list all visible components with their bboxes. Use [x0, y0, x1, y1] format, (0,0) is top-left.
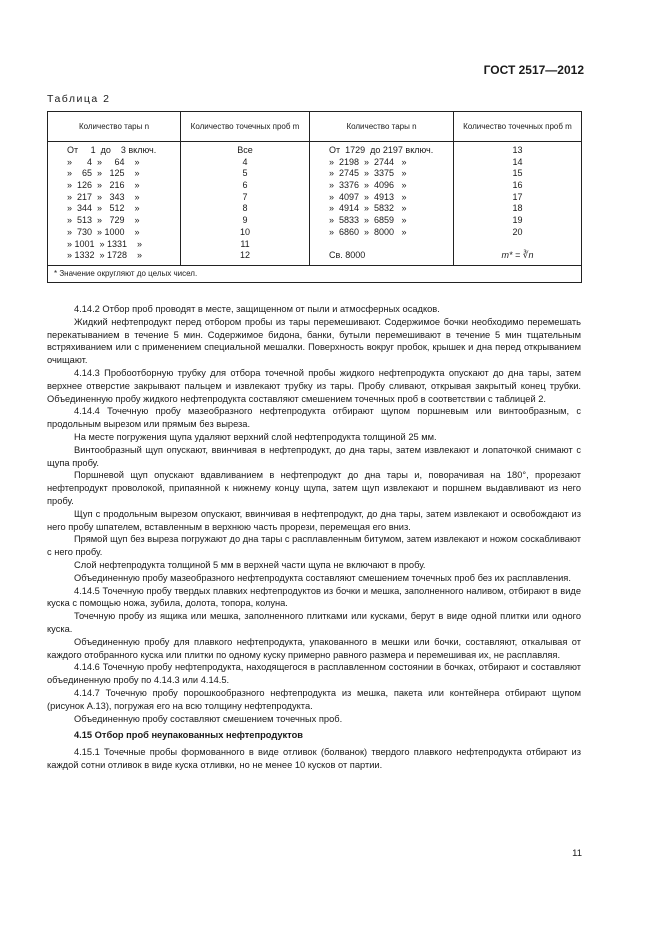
table-cell: » 4914 » 5832 »	[329, 203, 407, 214]
table-cell: Все	[237, 145, 253, 155]
column-container-ranges-2	[310, 142, 454, 266]
table-cell: » 1001 » 1331 »	[67, 238, 143, 249]
table-cell: 9	[242, 215, 248, 226]
table-cell: 15	[512, 168, 523, 179]
paragraph: 4.14.3 Пробоотборную трубку для отбора точечной пробы жидкого нефтепродукта опускают до дна тары, затем верхнее отверстие закрывают пальцем и извлекают трубку из тары. Пробу сливают, открывая закрытый конец трубки. Объединенную пробу жидкого нефтепродукта составляют смешением точечных проб в соответствии с таблицей 2.	[47, 367, 581, 404]
table-cell: 19	[512, 215, 523, 226]
table-cell: 20	[512, 226, 523, 237]
formula-cell: m* = ∛n	[501, 250, 534, 261]
paragraph: На месте погружения щупа удаляют верхний слой нефтепродукта толщиной 25 мм.	[74, 431, 437, 442]
table-cell: 12	[239, 250, 250, 261]
paragraph: 4.14.6 Точечную пробу нефтепродукта, находящегося в расплавленном состоянии в бочках, отбирают и составляют объединенную пробу по 4.14.3 или 4.14.5.	[47, 662, 581, 686]
table-cell: » 217 » 343 »	[67, 191, 140, 202]
standard-designation: ГОСТ 2517—2012	[483, 63, 584, 77]
header-container-count-2: Количество тары n	[310, 112, 454, 142]
column-container-ranges-1	[48, 142, 181, 266]
paragraph: 4.14.2 Отбор проб проводят в месте, защищенном от пыли и атмосферных осадков.	[74, 304, 440, 314]
table-cell: » 6860 » 8000 »	[329, 226, 407, 237]
paragraph: Объединенную пробу для плавкого нефтепродукта, упакованного в мешки или бочки, составляют, откалывая от каждого отобранного куска или плитки по одному куску примерно равного размера и перемешивая их, не расплавляя.	[47, 636, 581, 660]
paragraph: 4.14.4 Точечную пробу мазеобразного нефтепродукта отбирают щупом поршневым или винтообразным, с продольным вырезом или прямым без выреза.	[47, 406, 581, 430]
body-text	[47, 303, 581, 772]
paragraph: 4.14.5 Точечную пробу твердых плавких нефтепродуктов из бочки и мешка, заполненного наливом, отбирают в виде куска с помощью ножа, зубила, долота, топора, колуна.	[47, 585, 581, 609]
column-sample-counts-2	[454, 142, 582, 266]
table-caption: Таблица 2	[47, 93, 111, 105]
header-sample-count: Количество точечных проб m	[181, 112, 310, 142]
paragraph: Объединенную пробу мазеобразного нефтепродукта составляют смешением точечных проб без их расплавления.	[74, 572, 571, 583]
table-cell: 4	[242, 156, 248, 167]
paragraph: Щуп с продольным вырезом опускают, ввинчивая в нефтепродукт, до дна тары, затем извлекают и освобождают из него пробу шпателем, вставленным в верхнюю часть прорези, перемещая его вниз.	[47, 508, 581, 532]
table-footnote: * Значение округляют до целых чисел.	[48, 265, 582, 282]
paragraph: Точечную пробу из ящика или мешка, заполненного плитками или кусками, берут в виде одной плитки или одного куска.	[47, 611, 581, 634]
table-cell: » 3376 » 4096 »	[329, 180, 407, 191]
table-cell	[454, 239, 581, 251]
header-container-count: Количество тары n	[48, 112, 181, 142]
table-cell: » 4 » 64 »	[67, 156, 140, 167]
table-cell: От 1729 до 2197 включ.	[329, 145, 434, 155]
paragraph: Объединенную пробу составляют смешением точечных проб.	[74, 713, 343, 724]
table-cell: 5	[242, 168, 248, 179]
paragraph: Винтообразный щуп опускают, ввинчивая в нефтепродукт, до дна тары, затем извлекают и лопаточкой снимают с щупа пробу.	[47, 444, 581, 468]
sampling-table	[47, 111, 582, 283]
table-cell: 16	[512, 180, 523, 191]
table-cell	[310, 239, 453, 251]
table-cell: » 513 » 729 »	[67, 215, 140, 226]
table-cell: 14	[512, 156, 523, 167]
table-cell: 6	[242, 180, 248, 191]
table-cell: 17	[512, 191, 523, 202]
table-cell: » 730 » 1000 »	[67, 226, 140, 237]
table-cell: 7	[242, 191, 248, 202]
paragraph: Жидкий нефтепродукт перед отбором пробы из тары перемешивают. Содержимое бочки необходимо перемешать перекатыванием в течение 5 мин. Содержимое бидона, банки, бутыли перемешивают в течение 5 мин тщательным встряхиванием или с применением специальной мешалки. Поверхность вокруг пробок, крышек и дна перед открыванием очищают.	[47, 316, 581, 366]
table-cell: » 126 » 216 »	[67, 180, 140, 191]
header-sample-count-2: Количество точечных проб m	[454, 112, 582, 142]
table-cell: От 1 до 3 включ.	[67, 145, 157, 155]
table-cell: » 5833 » 6859 »	[329, 215, 407, 226]
column-sample-counts-1	[181, 142, 310, 266]
table-cell: » 344 » 512 »	[67, 203, 140, 214]
paragraph: Поршневой щуп опускают вдавливанием в нефтепродукт до дна тары и, поворачивая на 180°, прорезают нефтепродукт проволокой, припаянной к нижнему концу щупа, затем щуп извлекают и поршнем выдавливают из него пробу.	[47, 470, 581, 506]
paragraph: 4.15.1 Точечные пробы формованного в виде отливок (болванок) твердого плавкого нефтепродукта отбирают из каждой сотни отливок в виде куска отливки, но не менее 10 кусков от партии.	[47, 747, 581, 770]
paragraph: Слой нефтепродукта толщиной 5 мм в верхней части щупа не включают в пробу.	[74, 559, 426, 570]
section-heading: 4.15 Отбор проб неупакованных нефтепродуктов	[74, 730, 303, 741]
table-cell: » 2198 » 2744 »	[329, 156, 407, 167]
table-cell: 13	[512, 145, 523, 155]
table-cell: 18	[512, 203, 523, 214]
table-cell: 11	[240, 238, 250, 249]
table-cell: 10	[239, 226, 250, 237]
table-cell: » 2745 » 3375 »	[329, 168, 407, 179]
table-cell: » 4097 » 4913 »	[329, 191, 407, 202]
table-cell: » 1332 » 1728 »	[67, 250, 143, 261]
table-cell: 8	[242, 203, 248, 214]
table-cell: » 65 » 125 »	[67, 168, 140, 179]
page-number: 11	[572, 848, 582, 859]
paragraph: Прямой щуп без выреза погружают до дна тары с расплавленным битумом, затем извлекают и ножом соскабливают с него пробу.	[47, 534, 581, 558]
paragraph: 4.14.7 Точечную пробу порошкообразного нефтепродукта из мешка, пакета или контейнера отбирают щупом (рисунок А.13), погружая его на всю толщину нефтепродукта.	[47, 687, 581, 711]
table-cell: Св. 8000	[329, 250, 366, 261]
